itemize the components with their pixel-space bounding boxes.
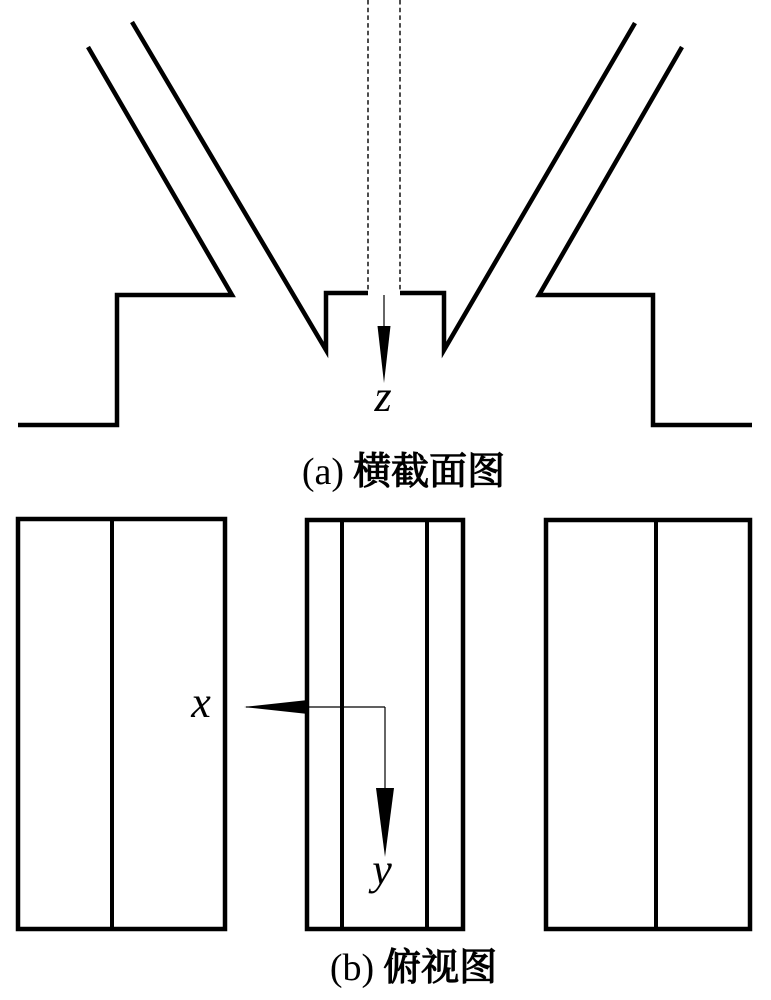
x-axis-label: x [191, 678, 211, 727]
top-view [18, 519, 750, 929]
caption-b-text: 俯视图 [383, 947, 498, 989]
x-axis-arrowhead-icon [244, 700, 308, 714]
z-axis-label: z [374, 372, 392, 421]
caption-b-prefix: (b) [329, 947, 375, 989]
caption-a-prefix: (a) [301, 451, 345, 493]
right-plate-outline [546, 520, 750, 929]
cross-section-view [18, 0, 752, 425]
left-base-plate-and-outer-cone-wall [18, 47, 232, 425]
caption-panel-a [18, 450, 771, 494]
right-base-plate-and-outer-cone-wall [539, 47, 752, 425]
caption-panel-b [28, 946, 771, 990]
caption-a-text: 横截面图 [353, 451, 506, 493]
y-axis-label: y [372, 845, 392, 894]
